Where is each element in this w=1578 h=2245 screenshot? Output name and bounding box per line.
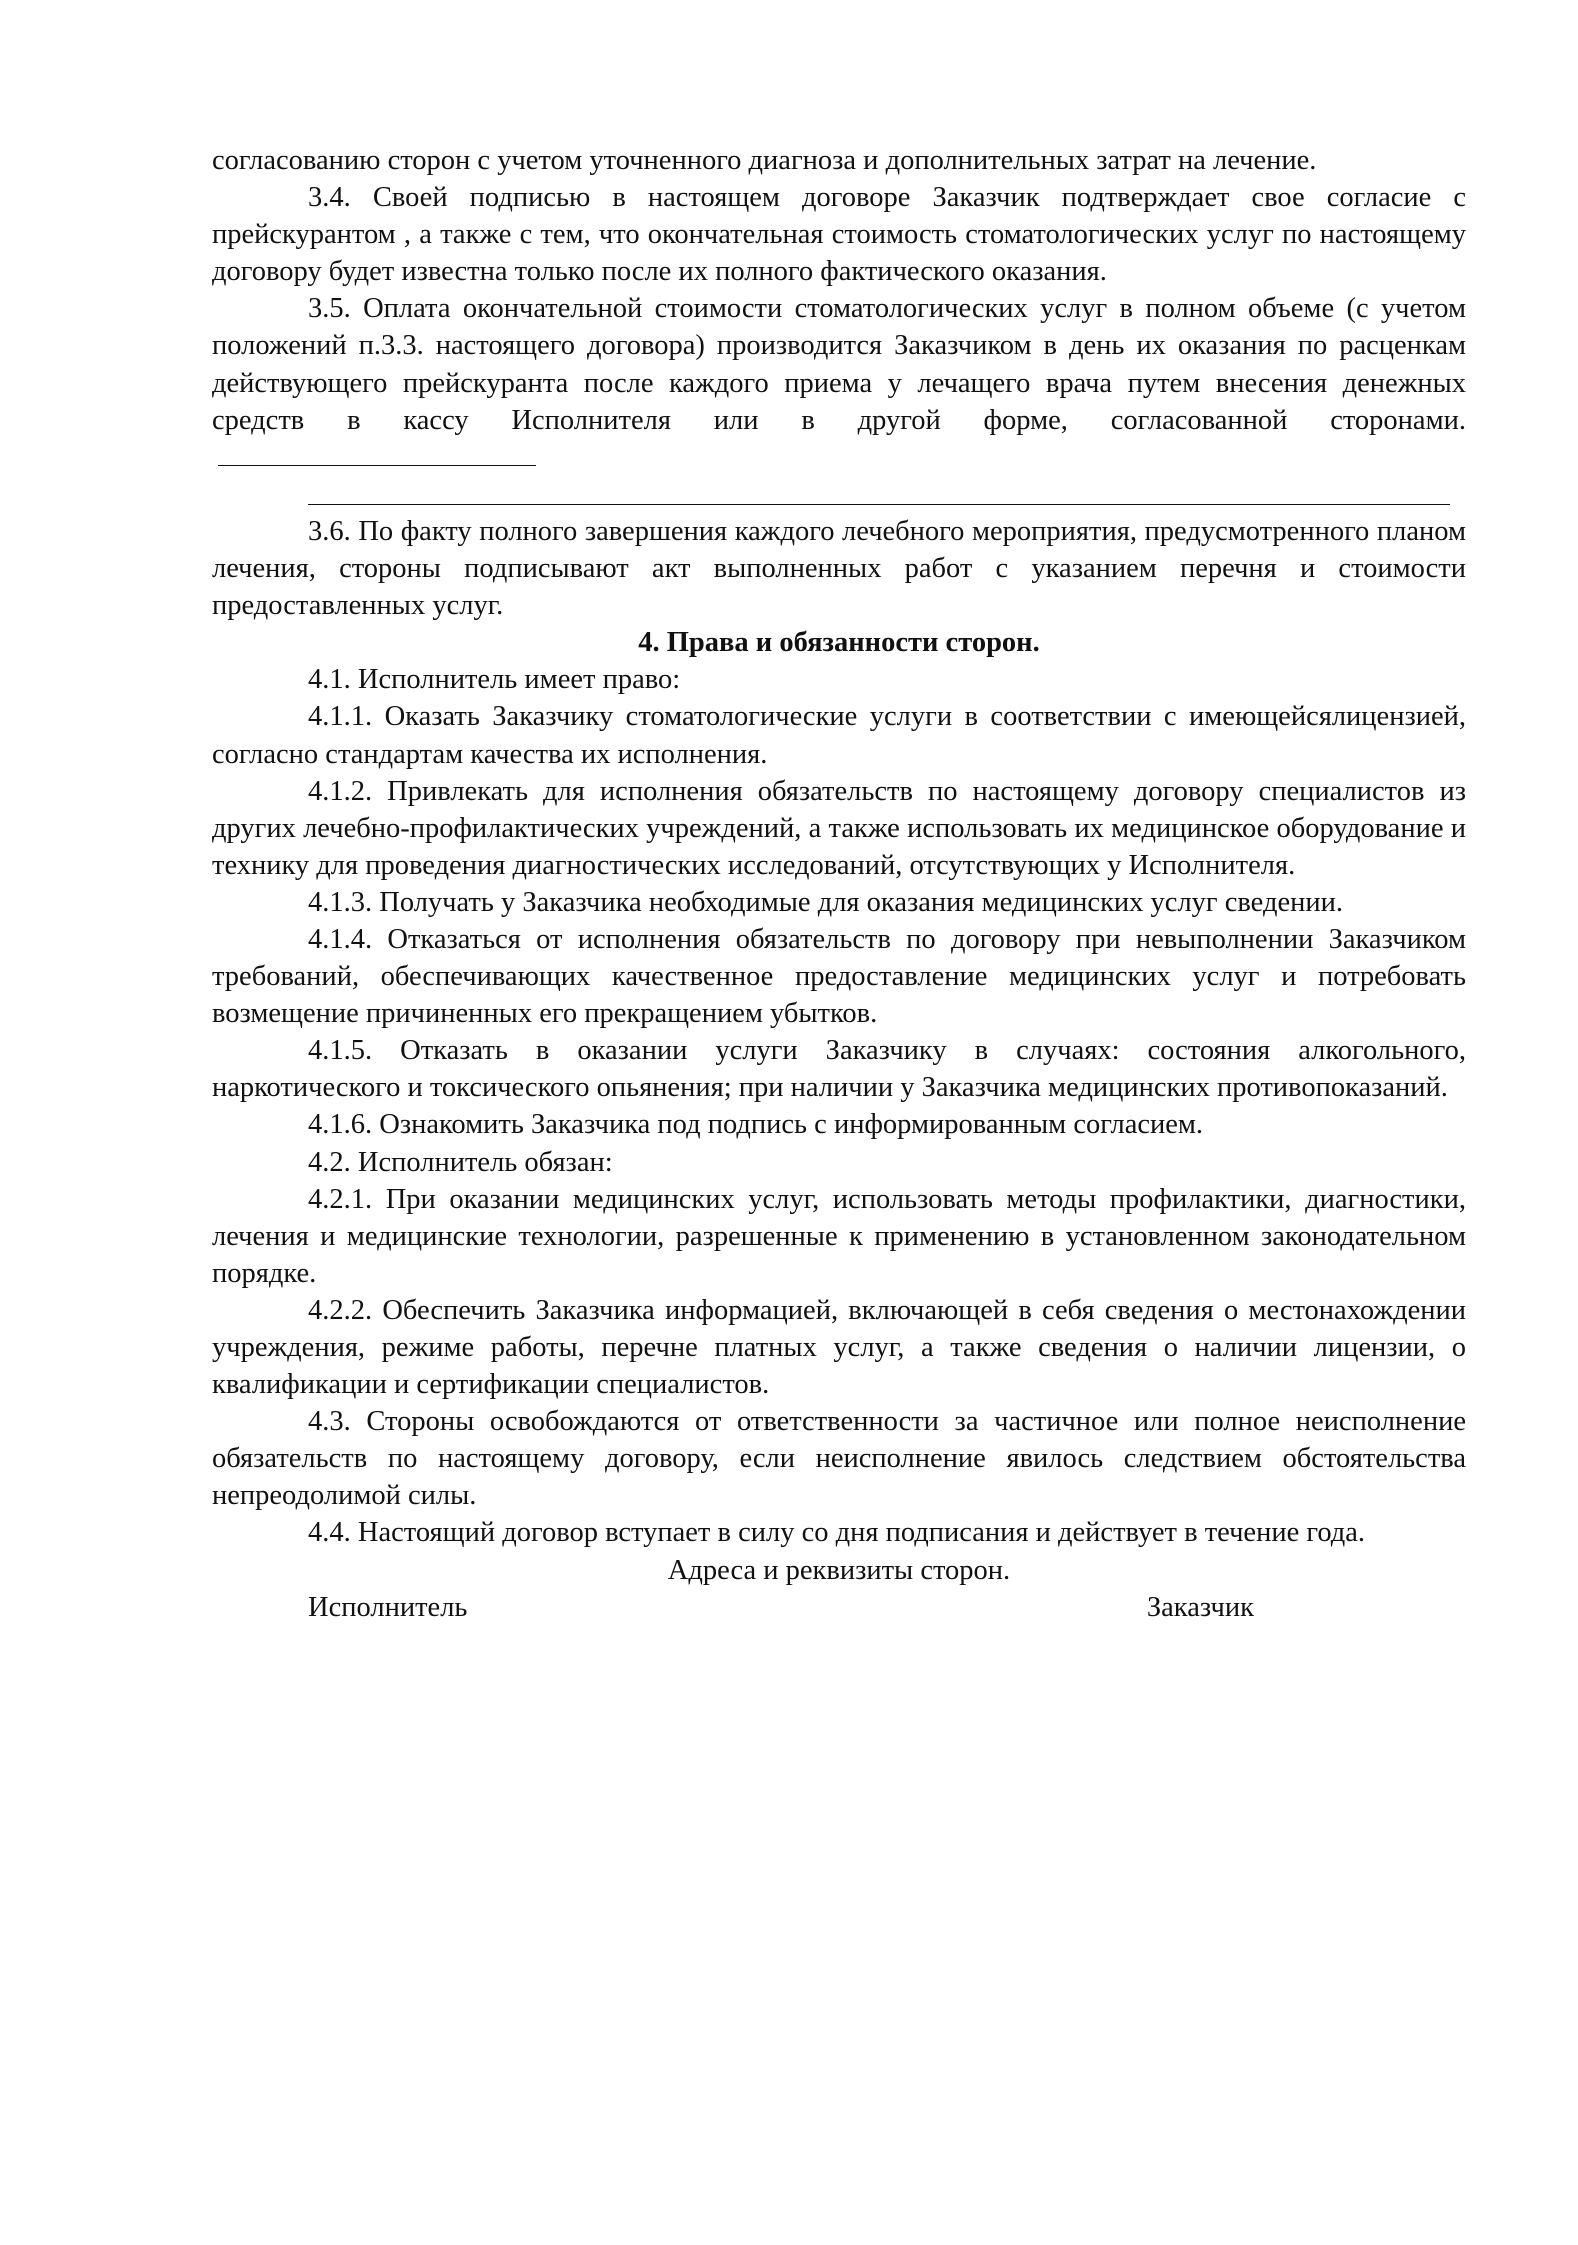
requisites-title: Адреса и реквизиты сторон. xyxy=(667,1554,1011,1586)
paragraph-3-5-text: 3.5. Оплата окончательной стоимости стоматологических услуг в полном объеме (с учетом положений п.3.3. настоящего договора) производится Заказчиком в день их оказания по расценкам действующего прейскуранта после каждого приема у лечащего врача путем внесения денежных средств в кассу Исполнителя или в другой форме, согласованной сторонами. xyxy=(212,293,1466,436)
paragraph-3-6: 3.6. По факту полного завершения каждого лечебного мероприятия, предусмотренного планом лечения, стороны подписывают акт выполненных работ с указанием перечня и стоимости предоставленных услуг. xyxy=(212,515,1466,622)
payment-form-blank-line xyxy=(212,476,1466,513)
paragraph-3-4: 3.4. Своей подписью в настоящем договоре Заказчик подтверждает свое согласие с прейскурантом , а также с тем, что окончательная стоимость стоматологических услуг по настоящему договору будет известна только после их полного фактического оказания. xyxy=(212,182,1466,288)
section-4-heading: 4. Права и обязанности сторон. xyxy=(638,627,1040,659)
paragraph-4-2: 4.2. Исполнитель обязан: xyxy=(308,1146,613,1178)
paragraph-4-1-4: 4.1.4. Отказаться от исполнения обязательств по договору при невыполнении Заказчиком требований, обеспечивающих качественное предоставление медицинских услуг и потребовать возмещение причиненных его прекращением убытков. xyxy=(212,923,1466,1030)
paragraph-4-3: 4.3. Стороны освобождаются от ответственности за частичное или полное неисполнение обязательств по настоящему договору, если неисполнение явилось следствием обстоятельства непреодолимой силы. xyxy=(212,1406,1466,1512)
paragraph-3-3-continued: согласованию сторон с учетом уточненного диагноза и дополнительных затрат на лечение. xyxy=(212,145,1317,176)
paragraph-3-5 xyxy=(212,290,1466,475)
paragraph-4-1-1: 4.1.1. Оказать Заказчику стоматологические услуги в соответствии с имеющейсялицензией, согласно стандартам качества их исполнения. xyxy=(212,701,1466,770)
paragraph-4-2-2: 4.2.2. Обеспечить Заказчика информацией, включающей в себя сведения о местонахождении учреждения, режиме работы, перечне платных услуг, а также сведения о наличии лицензии, о квалификации и сертификации специалистов. xyxy=(212,1294,1466,1401)
executor-label: Исполнитель xyxy=(308,1591,468,1623)
paragraph-4-1-2: 4.1.2. Привлекать для исполнения обязательств по настоящему договору специалистов из других лечебно-профилактических учреждений, а также использовать их медицинское оборудование и технику для проведения диагностических исследований, отсутствующих у Исполнителя. xyxy=(212,775,1466,881)
signers-row xyxy=(212,1589,1466,1626)
paragraph-4-1-3: 4.1.3. Получать у Заказчика необходимые для оказания медицинских услуг сведении. xyxy=(308,886,1343,918)
customer-label: Заказчик xyxy=(1146,1591,1254,1623)
paragraph-4-1: 4.1. Исполнитель имеет право: xyxy=(308,664,681,696)
paragraph-4-4: 4.4. Настоящий договор вступает в силу со дня подписания и действует в течение года. xyxy=(308,1517,1366,1549)
payment-form-blank xyxy=(218,441,536,466)
document-page xyxy=(212,142,1466,1626)
paragraph-4-1-5: 4.1.5. Отказать в оказании услуги Заказчику в случаях: состояния алкогольного, наркотического и токсического опьянения; при наличии у Заказчика медицинских противопоказаний. xyxy=(212,1035,1466,1104)
paragraph-4-2-1: 4.2.1. При оказании медицинских услуг, использовать методы профилактики, диагностики, лечения и медицинские технологии, разрешенные к применению в установленном законодательном порядке. xyxy=(212,1183,1466,1289)
paragraph-4-1-6: 4.1.6. Ознакомить Заказчика под подпись с информированным согласием. xyxy=(308,1109,1204,1141)
